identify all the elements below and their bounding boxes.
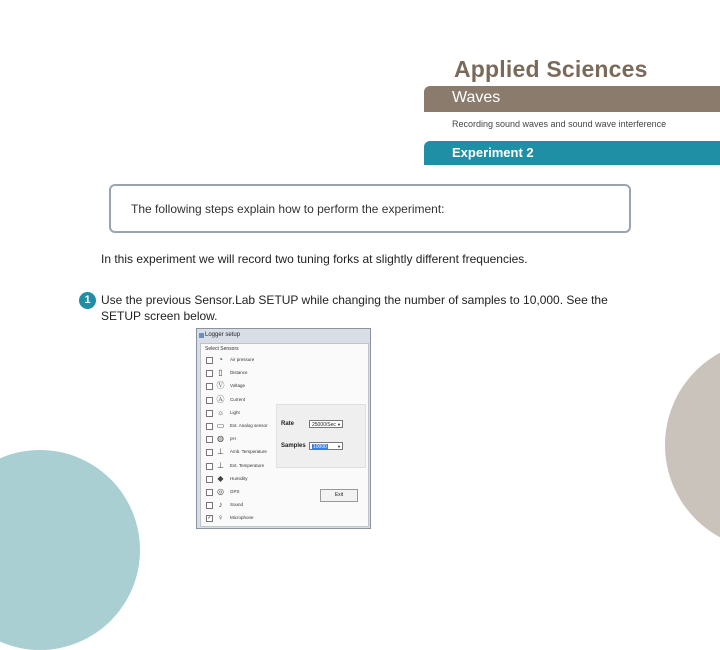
sensor-label: GPS	[230, 489, 240, 494]
sensor-checkbox[interactable]	[206, 502, 213, 509]
sensor-item[interactable]	[206, 460, 286, 472]
instruction-callout	[109, 184, 631, 233]
dialog-titlebar	[197, 329, 370, 342]
step-number-badge: 1	[79, 292, 96, 309]
microphone-icon: ♀	[217, 513, 224, 523]
decorative-circle-right	[665, 340, 720, 550]
voltage-icon: Ⓥ	[216, 381, 225, 391]
sensor-item[interactable]	[206, 367, 286, 379]
sensor-label: Amb. Temperature	[230, 449, 267, 455]
sensor-item[interactable]	[206, 446, 286, 458]
sensor-label: Current	[230, 396, 246, 402]
exit-button[interactable]: Exit	[320, 489, 358, 502]
sensor-label: Sound	[230, 502, 244, 508]
sensor-checkbox[interactable]	[206, 410, 213, 417]
analog-icon: ▭	[216, 421, 225, 430]
sensor-checkbox[interactable]: ✓	[207, 515, 212, 522]
samples-select[interactable]: 10000 ▼	[309, 442, 343, 450]
sensor-label: Humidity	[230, 475, 248, 481]
sensor-item[interactable]	[206, 394, 286, 406]
app-icon	[199, 333, 204, 338]
sensor-checkbox[interactable]	[206, 357, 213, 364]
samples-label: Samples	[281, 443, 306, 449]
brand-logo: Applied Sciences	[454, 56, 648, 82]
sensor-checkbox[interactable]	[206, 370, 213, 377]
sensor-label: Air pressure	[230, 357, 255, 362]
sensor-checkbox[interactable]	[206, 397, 213, 404]
droplet-icon: ◆	[217, 473, 224, 483]
ph-icon: ◍	[217, 434, 224, 444]
ruler-icon: ▯	[218, 368, 223, 378]
sensor-checkbox[interactable]	[206, 449, 213, 456]
intro-text: In this experiment we will record two tuning forks at slightly different frequencies.	[101, 252, 528, 266]
sensor-label: Distance	[230, 370, 248, 376]
sensor-checkbox[interactable]	[206, 463, 213, 470]
section-banner	[424, 86, 720, 112]
current-icon: Ⓐ	[216, 394, 225, 404]
chevron-down-icon: ▼	[337, 422, 341, 427]
sensor-item[interactable]	[206, 433, 286, 445]
step-text: Use the previous Sensor.Lab SETUP while changing the number of samples to 10,000. See the SETUP screen below.	[101, 293, 608, 323]
sensor-checkbox[interactable]	[206, 476, 213, 483]
sensor-checkbox[interactable]	[206, 436, 213, 443]
thermometer-icon: ⊥	[217, 460, 224, 470]
sensor-item[interactable]	[206, 354, 286, 366]
sensor-item[interactable]	[206, 499, 286, 511]
sensor-label: Ext. Temperature	[230, 462, 265, 468]
sensor-checkbox[interactable]	[206, 383, 213, 390]
sensor-checkbox[interactable]	[206, 423, 213, 430]
chevron-down-icon: ▼	[337, 444, 341, 449]
experiment-title: Experiment 2	[452, 145, 534, 160]
sun-icon: ☼	[216, 407, 225, 417]
select-sensors-label: Select Sensors	[205, 346, 239, 352]
sensor-item[interactable]	[206, 486, 286, 498]
sensor-label: Microphone	[230, 515, 254, 521]
rate-select[interactable]: 25000/Sec ▼	[309, 420, 343, 428]
sensor-item[interactable]	[206, 407, 286, 419]
sensor-label: pH	[230, 436, 236, 442]
sensor-item[interactable]	[206, 420, 286, 432]
callout-text: The following steps explain how to perform the experiment:	[131, 202, 445, 216]
thermometer-icon: ⊥	[217, 447, 224, 457]
page-subtitle: Recording sound waves and sound wave interference	[452, 119, 667, 129]
logger-setup-dialog	[196, 328, 371, 529]
sensor-item[interactable]	[206, 380, 286, 392]
sensor-item[interactable]	[206, 512, 286, 524]
dialog-body	[200, 343, 369, 527]
sensor-label: Light	[230, 409, 240, 415]
section-title: Waves	[452, 89, 501, 106]
sensor-checkbox[interactable]	[206, 489, 213, 496]
decorative-circle-left	[0, 450, 140, 650]
gps-icon: ◎	[217, 487, 224, 496]
sound-icon: ♪	[218, 500, 223, 510]
rate-label: Rate	[281, 421, 295, 427]
experiment-banner	[424, 141, 720, 165]
sensor-label: Voltage	[230, 383, 246, 389]
sensor-label: Ext. Analog sensor	[230, 423, 268, 428]
dialog-title: Logger setup	[205, 332, 241, 338]
sensor-item[interactable]	[206, 473, 286, 485]
gauge-icon: ◔	[218, 355, 223, 364]
settings-panel	[276, 404, 366, 468]
